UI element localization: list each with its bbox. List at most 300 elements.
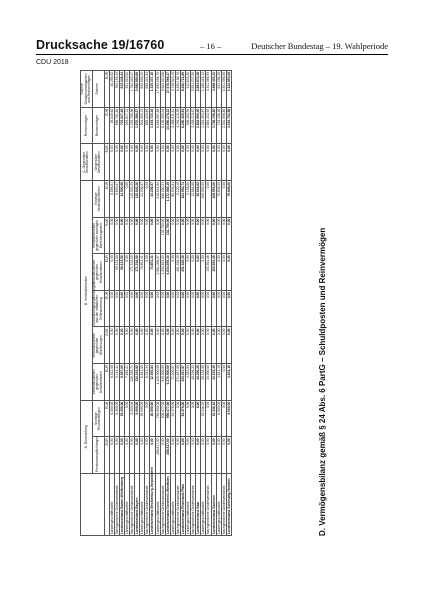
table-cell: 0,00 xyxy=(145,217,150,254)
table-cell: 134.243,92 xyxy=(135,364,140,401)
table-cell: 0,00 xyxy=(221,327,226,364)
table-cell: 1.376.768,96 xyxy=(130,107,135,144)
table-cell: 6.190.280,34 xyxy=(160,107,165,144)
table-cell: 0,00 xyxy=(145,437,150,474)
column-header: Summe xyxy=(92,71,104,108)
table-cell: 0,00 xyxy=(130,290,135,327)
table-cell: 0,00 xyxy=(170,217,175,254)
table-cell: 0,00 xyxy=(201,437,206,474)
table-cell: 750.000,00 xyxy=(155,400,160,437)
table-cell: 3.998.403,11 xyxy=(211,71,216,108)
table-cell: 0,00 xyxy=(114,144,119,181)
table-cell: 4.641,10 xyxy=(226,364,231,401)
row-label: Nachgeordnete Gebietsverbände xyxy=(191,474,196,536)
table-cell: 0,00 xyxy=(196,254,201,291)
table-cell: 306.450,53 xyxy=(186,107,191,144)
table-cell: 15.043,62 xyxy=(196,181,201,218)
table-cell: 0,00 xyxy=(226,144,231,181)
table-cell: 0,00 xyxy=(140,437,145,474)
unit-cell: EUR xyxy=(104,181,109,218)
column-header: Sonstige Rückstellungen xyxy=(92,400,104,437)
row-label: Nachgeordnete Gebietsverbände xyxy=(221,474,226,536)
table-cell: 0,00 xyxy=(201,217,206,254)
row-label: Landesverband Sachsen xyxy=(211,474,216,536)
table-cell: 0,00 xyxy=(170,437,175,474)
row-label: Landesverband Schleswig-Holstein xyxy=(226,474,231,536)
table-cell: 0,00 xyxy=(145,400,150,437)
row-label: Landesverband Rheinland-Pfalz xyxy=(180,474,185,536)
table-cell: 115.002,20 xyxy=(130,181,135,218)
table-cell: 0,00 xyxy=(196,327,201,364)
table-cell: 0,00 xyxy=(186,290,191,327)
table-cell: 0,00 xyxy=(130,144,135,181)
table-cell: 0,00 xyxy=(221,437,226,474)
table-cell: 24.208,57 xyxy=(150,181,155,218)
table-cell: 696.781,64 xyxy=(114,107,119,144)
table-cell: 629.895,22 xyxy=(140,71,145,108)
table-cell: 0,00 xyxy=(130,217,135,254)
table-cell: 343.037,97 xyxy=(180,364,185,401)
table-cell: 0,00 xyxy=(124,254,129,291)
row-label: Nachgeordnete Gebietsverbände xyxy=(175,474,180,536)
table-cell: 74.851,41 xyxy=(150,254,155,291)
table-cell: 0,00 xyxy=(226,217,231,254)
table-cell: 504.293,74 xyxy=(140,107,145,144)
table-cell: 44.153,35 xyxy=(211,364,216,401)
table-cell: 0,00 xyxy=(211,290,216,327)
table-cell: 26.845,62 xyxy=(109,107,114,144)
table-cell: 3.034.702,98 xyxy=(226,107,231,144)
table-cell: 6.000,00 xyxy=(226,400,231,437)
table-cell: 79.609,00 xyxy=(226,181,231,218)
table-cell: 1.670.386,27 xyxy=(135,107,140,144)
table-cell: 0,00 xyxy=(109,144,114,181)
table-cell: 0,00 xyxy=(196,144,201,181)
table-cell: 0,00 xyxy=(221,290,226,327)
table-cell: 9.582.910,68 xyxy=(160,71,165,108)
table-cell: 0,00 xyxy=(145,290,150,327)
row-label: Landesverband Nordrhein-Westfalen xyxy=(165,474,170,536)
table-cell: 0,00 xyxy=(109,290,114,327)
table-cell: 733.106,18 xyxy=(216,107,221,144)
table-cell: 0,00 xyxy=(170,254,175,291)
table-cell: 0,00 xyxy=(124,327,129,364)
table-cell: 0,00 xyxy=(186,217,191,254)
table-cell: 5.000,00 xyxy=(130,400,135,437)
table-cell: 24.000,00 xyxy=(206,364,211,401)
table-cell: 823.356,28 xyxy=(216,71,221,108)
table-cell: 0,00 xyxy=(196,217,201,254)
table-cell: 0,00 xyxy=(196,290,201,327)
table-cell: 3.486.211,61 xyxy=(170,107,175,144)
table-cell: 48.255,02 xyxy=(109,71,114,108)
table-cell: 12.884,80 xyxy=(191,181,196,218)
table-cell: 0,00 xyxy=(211,144,216,181)
table-cell: 0,00 xyxy=(201,327,206,364)
unit-cell: EUR xyxy=(104,217,109,254)
table-cell: 1.186.416,12 xyxy=(201,71,206,108)
table-cell: 0,00 xyxy=(180,144,185,181)
group-header-reinvermoegen: Reinvermögen xyxy=(81,107,93,144)
row-label: Landesgeschäftsstelle xyxy=(109,474,114,536)
table-cell: 8.120,10 xyxy=(175,181,180,218)
table-cell: 2.498.115,87 xyxy=(191,107,196,144)
table-cell: 0,00 xyxy=(175,217,180,254)
row-label: Landesverband Mecklenburg-Vorpommern xyxy=(150,467,155,534)
table-cell: 6.541,50 xyxy=(140,364,145,401)
table-cell: 91.376,00 xyxy=(180,400,185,437)
table-cell: 0,00 xyxy=(216,217,221,254)
table-cell: 2.804.566,40 xyxy=(196,107,201,144)
drucksache-number xyxy=(36,38,164,52)
table-cell: 0,00 xyxy=(226,327,231,364)
table-cell: 0,00 xyxy=(170,144,175,181)
table-cell: 0,00 xyxy=(165,327,170,364)
table-cell: 0,00 xyxy=(201,290,206,327)
column-header: Reinvermögen xyxy=(92,107,104,144)
table-cell: 0,00 xyxy=(114,327,119,364)
table-cell: 458.817,00 xyxy=(165,437,170,474)
row-label: Landesgeschäftsstelle xyxy=(170,474,175,536)
table-cell: 0,00 xyxy=(175,437,180,474)
table-cell: 695.441,94 xyxy=(145,71,150,108)
table-cell: 0,00 xyxy=(221,181,226,218)
table-cell: 15.450,00 xyxy=(119,400,124,437)
table-cell: 6.000,00 xyxy=(216,400,221,437)
column-header: Rückzahlungsverpflichtungen aus der staatlichen Teilfinanzierung xyxy=(91,282,103,326)
table-cell: 2.158,82 xyxy=(186,181,191,218)
table-cell: 3.581.006,07 xyxy=(155,254,160,291)
table-cell: 3.708.796,20 xyxy=(211,107,216,144)
table-cell: 0,00 xyxy=(135,144,140,181)
table-cell: 0,00 xyxy=(206,327,211,364)
table-cell: 96.534,61 xyxy=(170,181,175,218)
table-cell: 0,00 xyxy=(114,217,119,254)
table-cell: 8.250.326,91 xyxy=(180,107,185,144)
table-cell: 0,00 xyxy=(135,217,140,254)
table-cell: 271.637,00 xyxy=(175,364,180,401)
table-cell: 451.326,30 xyxy=(175,254,180,291)
table-cell: 6.000,00 xyxy=(109,400,114,437)
table-cell: 0,00 xyxy=(216,290,221,327)
row-label: Landesgeschäftsstelle xyxy=(155,474,160,536)
table-cell: 0,00 xyxy=(186,254,191,291)
table-cell: 0,00 xyxy=(170,290,175,327)
table-cell: 0,00 xyxy=(109,217,114,254)
table-cell: 132.750,00 xyxy=(165,217,170,254)
table-cell: 0,00 xyxy=(109,254,114,291)
table-cell: 0,00 xyxy=(186,437,191,474)
table-cell: 9.240.721,89 xyxy=(180,71,185,108)
group-header-b: B. Verbindlichkeiten xyxy=(81,181,93,401)
table-cell: 4.641,10 xyxy=(216,364,221,401)
table-cell: 0,00 xyxy=(150,437,155,474)
table-cell: 171.318,50 xyxy=(130,254,135,291)
table-cell: 301.510,52 xyxy=(124,71,129,108)
table-cell: 0,00 xyxy=(201,254,206,291)
table-row xyxy=(226,71,231,536)
table-cell: 0,00 xyxy=(130,437,135,474)
table-cell: 1.325.337,16 xyxy=(150,71,155,108)
row-label: Landesverband Bayern xyxy=(135,474,140,536)
table-cell: 20.000,00 xyxy=(150,400,155,437)
table-cell: 0,00 xyxy=(130,327,135,364)
column-header: Sonstige Verbindlichkeiten xyxy=(92,181,104,218)
table-cell: 0,00 xyxy=(119,327,124,364)
table-cell: 0,00 xyxy=(135,437,140,474)
table-cell: 0,00 xyxy=(206,217,211,254)
rotated-balance-sheet xyxy=(68,62,346,542)
table-cell: 0,00 xyxy=(119,437,124,474)
row-label: Landesgeschäftsstelle xyxy=(124,474,129,536)
table-cell: 689.429,60 xyxy=(145,107,150,144)
table-cell: 6.512,59 xyxy=(109,364,114,401)
group-header-c: C. Gegenüber Gesellschaften xyxy=(81,144,93,181)
table-cell: 9.657,00 xyxy=(119,364,124,401)
table-cell: 0,00 xyxy=(191,217,196,254)
table-cell: 0,00 xyxy=(135,327,140,364)
table-cell: 0,00 xyxy=(216,437,221,474)
table-cell: 0,00 xyxy=(109,437,114,474)
row-label: Landesgeschäftsstelle xyxy=(186,474,191,536)
table-cell: 14.650.278,22 xyxy=(165,107,170,144)
table-cell: 4.764.115,30 xyxy=(175,107,180,144)
table-cell: 0,00 xyxy=(221,254,226,291)
table-cell: 17.995.655,79 xyxy=(155,71,160,108)
unit-cell: EUR xyxy=(104,327,109,364)
table-cell: 0,00 xyxy=(221,400,226,437)
table-cell: 0,00 xyxy=(191,254,196,291)
table-cell: 0,00 xyxy=(196,437,201,474)
table-cell: 0,00 xyxy=(109,327,114,364)
table-cell: 115.002,20 xyxy=(135,181,140,218)
column-header-row xyxy=(92,71,104,536)
table-cell: 0,00 xyxy=(221,364,226,401)
table-cell: 0,00 xyxy=(145,144,150,181)
drucksache-prefix: Drucksache 19/ xyxy=(36,38,130,52)
table-cell: 0,00 xyxy=(140,144,145,181)
table-cell: 126.350,71 xyxy=(130,364,135,401)
table-cell: 0,00 xyxy=(211,327,216,364)
table-cell: 3.745.523,19 xyxy=(170,71,175,108)
table-cell: 3.124.953,08 xyxy=(226,71,231,108)
parliament-label: Deutscher Bundestag – 19. Wahlperiode xyxy=(251,41,388,51)
table-cell: 1.253.653,03 xyxy=(160,254,165,291)
table-cell: 0,00 xyxy=(175,327,180,364)
table-cell: 5.495.198,70 xyxy=(175,71,180,108)
table-cell: 1.172.085,15 xyxy=(165,181,170,218)
table-cell: 0,00 xyxy=(124,181,129,218)
table-cell: 813.448,44 xyxy=(119,71,124,108)
row-label: Nachgeordnete Gebietsverbände xyxy=(206,474,211,536)
table-cell: 0,00 xyxy=(124,437,129,474)
table-cell: 0,00 xyxy=(175,290,180,327)
table-cell: 0,00 xyxy=(201,144,206,181)
row-label-header xyxy=(81,474,105,536)
table-cell: 0,00 xyxy=(140,217,145,254)
table-cell: 7.893,21 xyxy=(124,364,129,401)
table-cell: 0,00 xyxy=(186,400,191,437)
table-cell: 132.750,00 xyxy=(160,217,165,254)
table-cell: 0,00 xyxy=(150,144,155,181)
column-header: Pensionsverpflichtungen xyxy=(92,437,104,474)
column-header: Verbindlichkeiten gegenüber Kreditinstituten xyxy=(92,254,104,291)
table-cell: 44.260,26 xyxy=(196,364,201,401)
table-cell: 0,00 xyxy=(211,217,216,254)
table-cell: 50.123,50 xyxy=(114,254,119,291)
table-cell: 5.370.500,00 xyxy=(165,364,170,401)
row-label: Landesverband Baden-Württemberg xyxy=(119,474,124,536)
table-cell: 6.012,34 xyxy=(145,364,150,401)
unit-cell: EUR xyxy=(104,144,109,181)
table-cell: 0,00 xyxy=(226,254,231,291)
unit-cell: EUR xyxy=(104,290,109,327)
group-header-summe: Summe Gesamtschuldposten und Reinvermögen xyxy=(81,71,93,108)
table-cell: 50.123,50 xyxy=(119,254,124,291)
table-cell: 109.553,00 xyxy=(201,181,206,218)
table-cell: 0,00 xyxy=(150,217,155,254)
table-cell: 9.450,00 xyxy=(114,400,119,437)
table-cell: 71.400,97 xyxy=(170,364,175,401)
table-cell: 5.693,87 xyxy=(114,181,119,218)
unit-cell: EUR xyxy=(104,71,109,108)
table-cell: 104.654,71 xyxy=(180,181,185,218)
table-cell: 856.250,31 xyxy=(160,181,165,218)
table-cell: 74.851,41 xyxy=(140,254,145,291)
row-label: Landesgeschäftsstelle xyxy=(201,474,206,536)
row-label: Landesgeschäftsstelle xyxy=(216,474,221,536)
table-cell: 0,00 xyxy=(211,437,216,474)
table-cell: 0,00 xyxy=(170,327,175,364)
column-header: Verbindlichkeiten gegenüber sonstigen Darlehensgebern xyxy=(92,217,104,254)
balance-table-body xyxy=(109,71,231,536)
table-cell: 109.553,00 xyxy=(211,181,216,218)
table-cell: 1.193.723,34 xyxy=(150,107,155,144)
table-cell: 0,00 xyxy=(206,181,211,218)
table-cell: 8.459.997,88 xyxy=(155,107,160,144)
table-cell: 0,00 xyxy=(119,217,124,254)
table-cell: 2.301.596,80 xyxy=(221,107,226,144)
table-cell: 0,00 xyxy=(124,144,129,181)
table-cell: 0,00 xyxy=(155,144,160,181)
table-cell: 32.346,10 xyxy=(211,400,216,437)
column-header: Gegenüber Gesellschaften xyxy=(92,144,104,181)
section-title: D. Vermögensbilanz gemäß § 24 Abs. 6 PartG – Schuldposten und Reinvermögen xyxy=(318,227,327,536)
table-cell: 5.000,00 xyxy=(135,400,140,437)
table-cell: 0,00 xyxy=(221,144,226,181)
table-cell: 1.794.440,37 xyxy=(130,71,135,108)
table-cell: 2.811.986,99 xyxy=(206,71,211,108)
table-cell: 24.208,57 xyxy=(140,181,145,218)
table-cell: 32.346,10 xyxy=(201,400,206,437)
table-cell: 0,00 xyxy=(135,290,140,327)
group-header-a: A. Rückstellung xyxy=(81,400,93,473)
table-cell: 0,00 xyxy=(175,400,180,437)
table-cell: 0,00 xyxy=(191,400,196,437)
table-cell: 0,00 xyxy=(216,144,221,181)
table-cell: 0,00 xyxy=(196,400,201,437)
table-cell: 0,00 xyxy=(191,290,196,327)
table-cell: 0,00 xyxy=(140,290,145,327)
table-cell: 103.554,46 xyxy=(211,254,216,291)
row-label: Nachgeordnete Gebietsverbände xyxy=(114,474,119,536)
table-cell: 723.627,26 xyxy=(119,107,124,144)
table-cell: 0,00 xyxy=(119,144,124,181)
unit-cell: EUR xyxy=(104,437,109,474)
table-cell: 0,00 xyxy=(114,290,119,327)
table-cell: 959.477,00 xyxy=(165,400,170,437)
table-cell: 0,00 xyxy=(180,437,185,474)
unit-cell: EUR xyxy=(104,364,109,401)
table-cell: 0,00 xyxy=(206,400,211,437)
unit-cell: EUR xyxy=(104,254,109,291)
table-cell: 0,00 xyxy=(180,290,185,327)
table-cell: 20.000,00 xyxy=(140,400,145,437)
table-cell: 0,00 xyxy=(124,290,129,327)
table-cell: 2.863.870,28 xyxy=(196,71,201,108)
row-label: Nachgeordnete Gebietsverbände xyxy=(145,474,150,536)
table-cell: 312.633,28 xyxy=(186,71,191,108)
table-cell: 0,00 xyxy=(206,437,211,474)
table-cell: 0,00 xyxy=(145,254,150,291)
table-cell: 0,00 xyxy=(160,144,165,181)
table-cell: 0,00 xyxy=(165,290,170,327)
table-cell: 0,00 xyxy=(216,254,221,291)
table-cell: 0,00 xyxy=(191,144,196,181)
table-cell: 0,00 xyxy=(114,437,119,474)
table-cell: 209.477,00 xyxy=(160,400,165,437)
column-header: Verbindlichkeiten gegenüber Gliederungen xyxy=(92,327,104,364)
table-cell: 0,00 xyxy=(186,327,191,364)
table-cell: 0,00 xyxy=(160,327,165,364)
table-cell: 0,00 xyxy=(175,144,180,181)
table-cell: 27.578.566,47 xyxy=(165,71,170,108)
table-cell: 4.023,93 xyxy=(186,364,191,401)
table-cell: 4.430.000,00 xyxy=(155,364,160,401)
unit-cell: EUR xyxy=(104,107,109,144)
table-cell: 0,00 xyxy=(180,327,185,364)
table-cell: 2.684.432,53 xyxy=(206,107,211,144)
table-cell: 0,00 xyxy=(119,290,124,327)
table-cell: 14.590,68 xyxy=(119,181,124,218)
balance-table xyxy=(80,70,232,536)
table-cell: 0,00 xyxy=(191,437,196,474)
table-cell: 8.896,81 xyxy=(109,181,114,218)
row-label: Nachgeordnete Gebietsverbände xyxy=(130,474,135,536)
group-header-row xyxy=(81,71,93,536)
table-cell: 0,00 xyxy=(165,144,170,181)
page-number: – 16 – xyxy=(200,41,222,51)
table-cell: 40.236,33 xyxy=(191,364,196,401)
table-cell: 2.095.950,89 xyxy=(135,71,140,108)
table-cell: 0,00 xyxy=(186,144,191,181)
table-cell: 91.376,00 xyxy=(170,400,175,437)
table-cell: 103.554,46 xyxy=(206,254,211,291)
table-cell: 3.144,41 xyxy=(114,364,119,401)
table-cell: 0,00 xyxy=(216,327,221,364)
table-cell: 0,00 xyxy=(155,290,160,327)
table-cell: 1.024.363,67 xyxy=(201,107,206,144)
table-cell: 2.551.237,00 xyxy=(191,71,196,108)
table-cell: 0,00 xyxy=(206,144,211,181)
table-cell: 0,00 xyxy=(226,290,231,327)
table-cell: 0,00 xyxy=(221,217,226,254)
table-cell: 0,00 xyxy=(160,290,165,327)
table-cell: 451.326,30 xyxy=(180,254,185,291)
table-cell: 458.817,00 xyxy=(155,437,160,474)
table-cell: 0,00 xyxy=(180,217,185,254)
table-cell: 315.834,84 xyxy=(155,181,160,218)
